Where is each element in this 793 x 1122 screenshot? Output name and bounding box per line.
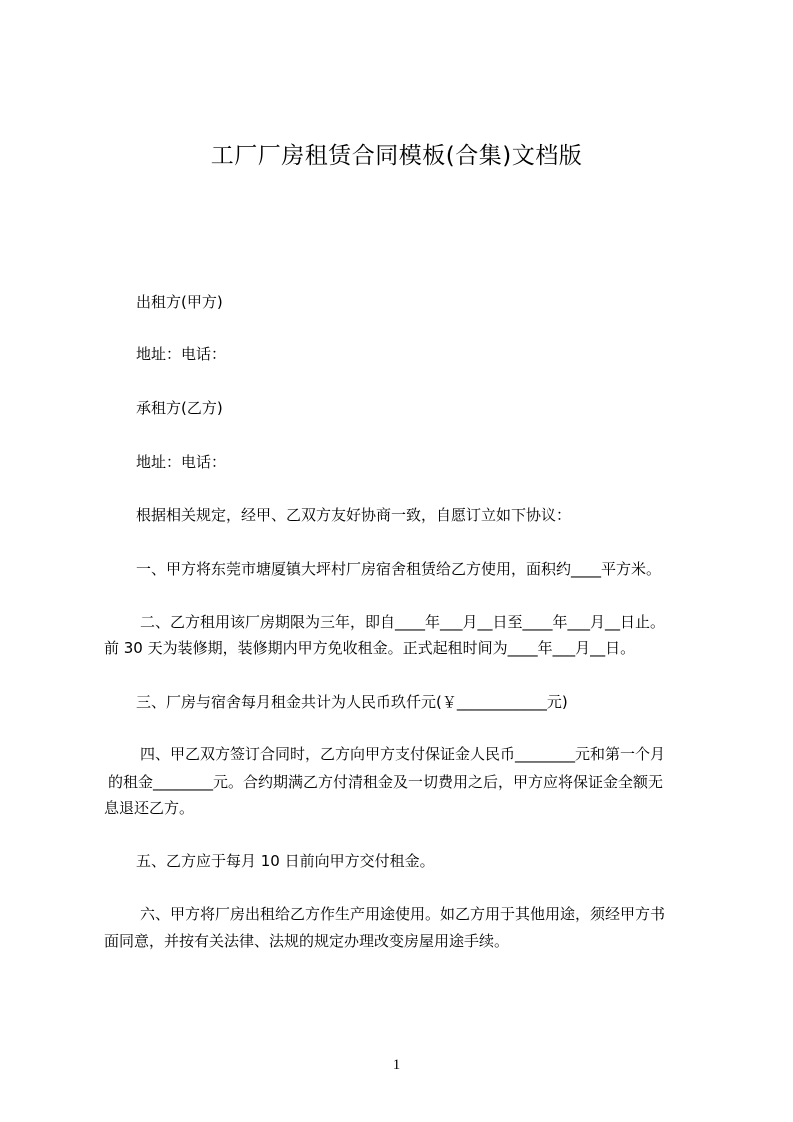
- clause-2-line-1: 二、乙方租用该厂房期限为三年，即自____年___月__日至____年___月__日止。: [140, 613, 666, 631]
- lessor-contact: 地址：电话：: [136, 345, 227, 363]
- clause-6-line-2: 面同意，并按有关法律、法规的规定办理改变房屋用途手续。: [104, 932, 510, 950]
- clause-4-line-3: 息退还乙方。: [104, 799, 195, 817]
- clause-2-line-2: 前 30 天为装修期，装修期内甲方免收租金。正式起租时间为____年___月__日。: [104, 639, 636, 657]
- lessee-label: 承租方(乙方): [136, 399, 223, 417]
- clause-3: 三、厂房与宿舍每月租金共计为人民币玖仟元(￥____________元): [136, 693, 568, 711]
- page-number: 1: [392, 1057, 401, 1073]
- clause-6-line-1: 六、甲方将厂房出租给乙方作生产用途使用。如乙方用于其他用途，须经甲方书: [140, 905, 666, 923]
- clause-4-line-2: 的租金________元。合约期满乙方付清租金及一切费用之后，甲方应将保证金全额无: [108, 773, 664, 791]
- lessor-label: 出租方(甲方): [136, 293, 223, 311]
- intro-paragraph: 根据相关规定，经甲、乙双方友好协商一致，自愿订立如下协议：: [136, 506, 572, 524]
- clause-1: 一、甲方将东莞市塘厦镇大坪村厂房宿舍租赁给乙方使用，面积约____平方米。: [136, 560, 662, 578]
- clause-5: 五、乙方应于每月 10 日前向甲方交付租金。: [136, 852, 435, 870]
- clause-4-line-1: 四、甲乙双方签订合同时，乙方向甲方支付保证金人民币________元和第一个月: [140, 745, 666, 763]
- lessee-contact: 地址：电话：: [136, 453, 227, 471]
- document-title: 工厂厂房租赁合同模板(合集)文档版: [210, 143, 583, 169]
